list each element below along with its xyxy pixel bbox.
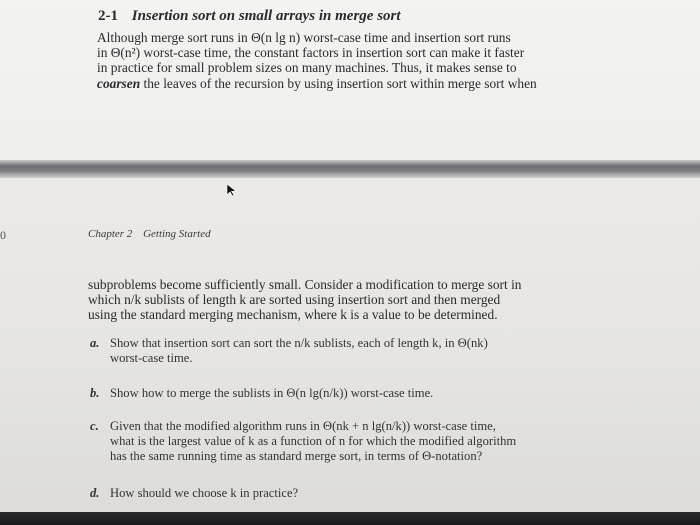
running-head [88, 228, 211, 240]
paragraph-line: which n/k sublists of length k are sorted using insertion sort and then merged [88, 292, 501, 308]
mouse-cursor-icon [226, 183, 238, 197]
item-label: c. [90, 419, 99, 433]
item-label: d. [90, 486, 100, 500]
item-line: worst-case time. [110, 351, 193, 365]
problem-title: Insertion sort on small arrays in merge sort [131, 8, 401, 24]
item-line: How should we choose k in practice? [110, 486, 299, 500]
paragraph-top [97, 30, 597, 91]
paragraph-bottom [88, 277, 580, 323]
bottom-edge [0, 512, 700, 525]
item-label: b. [90, 386, 100, 400]
item-text [110, 386, 580, 401]
problem-heading [98, 8, 401, 25]
page-number-edge: 0 [0, 228, 6, 242]
paragraph-line: using the standard merging mechanism, where k is a value to be determined. [88, 307, 498, 323]
question-item-a [90, 336, 580, 366]
item-line: has the same running time as standard merge sort, in terms of Θ-notation? [110, 449, 483, 463]
paragraph-line: subproblems become sufficiently small. Consider a modification to merge sort in [88, 277, 522, 292]
page-divider [0, 160, 700, 178]
question-item-d [90, 486, 580, 501]
question-item-b [90, 386, 580, 401]
chapter-title: Getting Started [143, 228, 211, 240]
paragraph-line: in practice for small problem sizes on many machines. Thus, it makes sense to [97, 60, 517, 76]
item-text [110, 336, 580, 366]
problem-number: 2-1 [98, 8, 118, 24]
paragraph-line-coarsen: coarsen the leaves of the recursion by using insertion sort within merge sort when [97, 75, 537, 91]
item-text [110, 419, 580, 464]
item-label: a. [90, 336, 100, 350]
chapter-label: Chapter 2 [88, 228, 133, 240]
paragraph-line: Although merge sort runs in Θ(n lg n) worst-case time and insertion sort runs [97, 30, 511, 45]
item-line: what is the largest value of k as a function of n for which the modified algorithm [110, 434, 517, 448]
emphasized-word: coarsen [97, 75, 141, 91]
item-line: Show how to merge the sublists in Θ(n lg(n/k)) worst-case time. [110, 386, 434, 400]
paragraph-line: in Θ(n²) worst-case time, the constant factors in insertion sort can make it faster [97, 45, 525, 61]
question-item-c [90, 419, 580, 464]
item-line: Show that insertion sort can sort the n/k sublists, each of length k, in Θ(nk) [110, 336, 488, 350]
item-text [110, 486, 580, 501]
item-line: Given that the modified algorithm runs in Θ(nk + n lg(n/k)) worst-case time, [110, 419, 496, 433]
